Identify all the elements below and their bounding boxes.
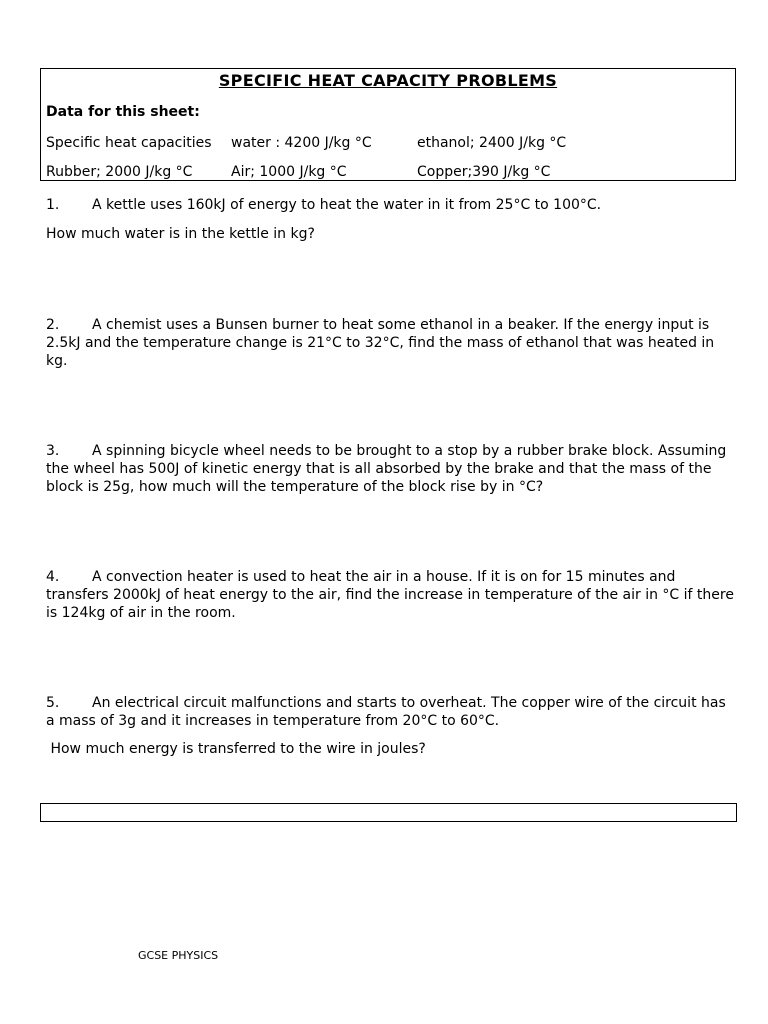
question-1-followup: How much water is in the kettle in kg? xyxy=(46,226,315,242)
question-text: A chemist uses a Bunsen burner to heat some ethanol in a beaker. If the energy input is 2.5kJ and the temperature change is 21°C to 32°C, find the mass of ethanol that was heated in kg. xyxy=(46,317,715,369)
data-cell-rubber: Rubber; 2000 J/kg °C xyxy=(46,164,193,180)
answer-box[interactable] xyxy=(40,803,737,822)
question-5 xyxy=(46,694,736,730)
data-heading: Data for this sheet: xyxy=(46,104,200,120)
footer-label: GCSE PHYSICS xyxy=(138,949,219,962)
question-5-followup: How much energy is transferred to the wire in joules? xyxy=(46,741,426,757)
question-text: A convection heater is used to heat the air in a house. If it is on for 15 minutes and transfers 2000kJ of heat energy to the air, find the increase in temperature of the air in °C if there is 124kg of air in the room. xyxy=(46,569,734,621)
question-1 xyxy=(46,197,736,215)
data-cell-specific-heat-label: Specific heat capacities xyxy=(46,135,212,151)
data-header-box xyxy=(40,68,736,181)
question-text: An electrical circuit malfunctions and starts to overheat. The copper wire of the circuit has a mass of 3g and it increases in temperature from 20°C to 60°C. xyxy=(46,695,726,729)
data-cell-water: water : 4200 J/kg °C xyxy=(231,135,372,151)
question-number: 1. xyxy=(46,197,60,213)
question-text: A spinning bicycle wheel needs to be brought to a stop by a rubber brake block. Assuming the wheel has 500J of kinetic energy that is all absorbed by the brake and that the mass of the block is 25g, how much will the temperature of the block rise by in °C? xyxy=(46,443,727,495)
question-number: 2. xyxy=(46,317,60,333)
data-cell-ethanol: ethanol; 2400 J/kg °C xyxy=(417,135,567,151)
question-2 xyxy=(46,316,736,370)
question-4 xyxy=(46,568,736,622)
question-text: A kettle uses 160kJ of energy to heat the water in it from 25°C to 100°C. xyxy=(92,197,602,213)
data-cell-copper: Copper;390 J/kg °C xyxy=(417,164,551,180)
question-number: 3. xyxy=(46,443,60,459)
data-cell-air: Air; 1000 J/kg °C xyxy=(231,164,347,180)
page-title: SPECIFIC HEAT CAPACITY PROBLEMS xyxy=(218,71,558,90)
question-number: 5. xyxy=(46,695,60,711)
question-number: 4. xyxy=(46,569,60,585)
question-3 xyxy=(46,442,736,496)
